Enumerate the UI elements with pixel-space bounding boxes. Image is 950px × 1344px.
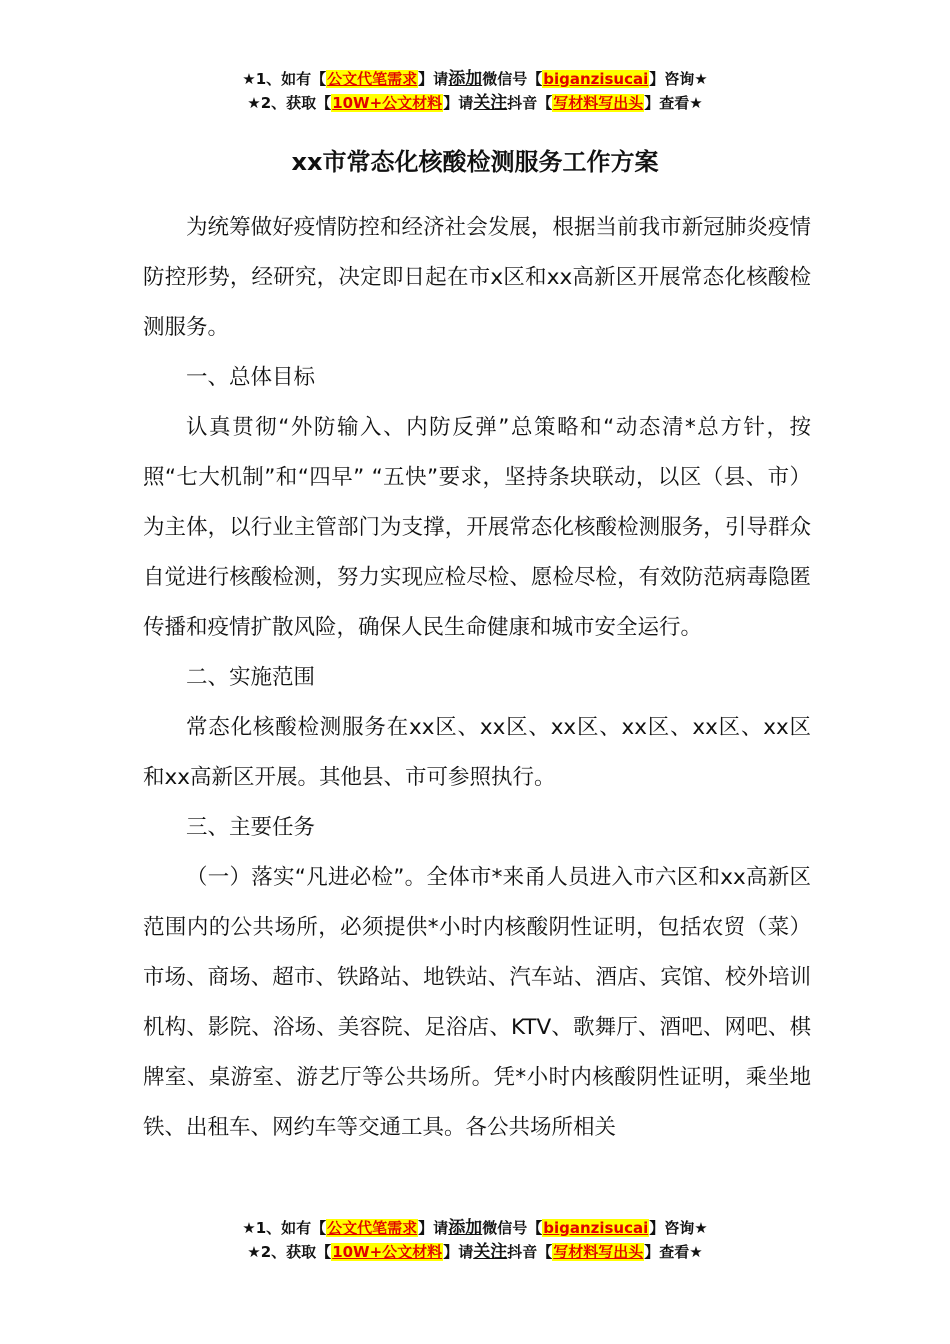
paragraph-scope: 常态化核酸检测服务在xx区、xx区、xx区、xx区、xx区、xx区和xx高新区开展。其他县、市可参照执行。 [143,715,811,790]
paragraph-goals: 认真贯彻“外防输入、内防反弹”总策略和“动态清*总方针，按照“七大机制”和“四早” “五快”要求，坚持条块联动，以区（县、市）为主体，以行业主管部门为支撑，开展常态化核酸检测服务，引导群众自觉进行核酸检测，努力实现应检尽检、愿检尽检，有效防范病毒隐匿传播和疫情扩散风险，确保人民生命健康和城市安全运行。 [143,415,811,640]
promo-line-2 [0,1240,950,1264]
promo-text: 】请 [443,1243,474,1261]
paragraph-task-1: （一）落实“凡进必检”。全体市*来甬人员进入市六区和xx高新区范围内的公共场所，必须提供*小时内核酸阴性证明，包括农贸（菜）市场、商场、超市、铁路站、地铁站、汽车站、酒店、宾馆、校外培训机构、影院、浴场、美容院、足浴店、KTV、歌舞厅、酒吧、网吧、棋牌室、桌游室、游艺厅等公共场所。凭*小时内核酸阴性证明，乘坐地铁、出租车、网约车等交通工具。各公共场所相关 [143,865,811,1140]
promo-text: ★1、如有【 [242,70,327,88]
document-body [143,203,811,1153]
section-heading-scope: 二、实施范围 [186,665,316,690]
promo-text: 微信号【 [482,70,543,88]
promo-highlight-douyin: 写材料写出头 [553,1243,644,1261]
promo-emphasis-add: 添加 [448,69,483,89]
promo-text: ★2、获取【 [247,1243,332,1261]
promo-text: 】请 [418,1219,449,1237]
promo-banner-bottom [0,1216,950,1264]
section-heading-goals: 一、总体目标 [186,365,316,390]
promo-banner-top [0,67,950,115]
promo-highlight-douyin: 写材料写出头 [553,94,644,112]
promo-text: 】请 [418,70,449,88]
promo-text: 抖音【 [507,1243,553,1261]
section-heading-tasks: 三、主要任务 [186,815,316,840]
promo-text: 】咨询★ [649,70,708,88]
promo-emphasis-follow: 关注 [473,1242,508,1262]
promo-line-2 [0,91,950,115]
promo-highlight-materials: 10W+公文材料 [332,1243,443,1261]
promo-line-1 [0,1216,950,1240]
promo-text: 】咨询★ [649,1219,708,1237]
promo-text: 】请 [443,94,474,112]
promo-line-1 [0,67,950,91]
promo-highlight-wechat-id: biganzisucai [543,1219,649,1237]
promo-text: 抖音【 [507,94,553,112]
promo-highlight-wechat-id: biganzisucai [543,70,649,88]
promo-text: 】查看★ [644,1243,703,1261]
promo-text: ★1、如有【 [242,1219,327,1237]
promo-highlight-service: 公文代笔需求 [327,1219,418,1237]
promo-emphasis-follow: 关注 [473,93,508,113]
promo-text: 微信号【 [482,1219,543,1237]
promo-highlight-materials: 10W+公文材料 [332,94,443,112]
promo-highlight-service: 公文代笔需求 [327,70,418,88]
promo-emphasis-add: 添加 [448,1218,483,1238]
promo-text: 】查看★ [644,94,703,112]
document-title: xx市常态化核酸检测服务工作方案 [291,148,659,176]
promo-text: ★2、获取【 [247,94,332,112]
paragraph-intro: 为统筹做好疫情防控和经济社会发展，根据当前我市新冠肺炎疫情防控形势，经研究，决定即日起在市x区和xx高新区开展常态化核酸检测服务。 [143,215,811,340]
